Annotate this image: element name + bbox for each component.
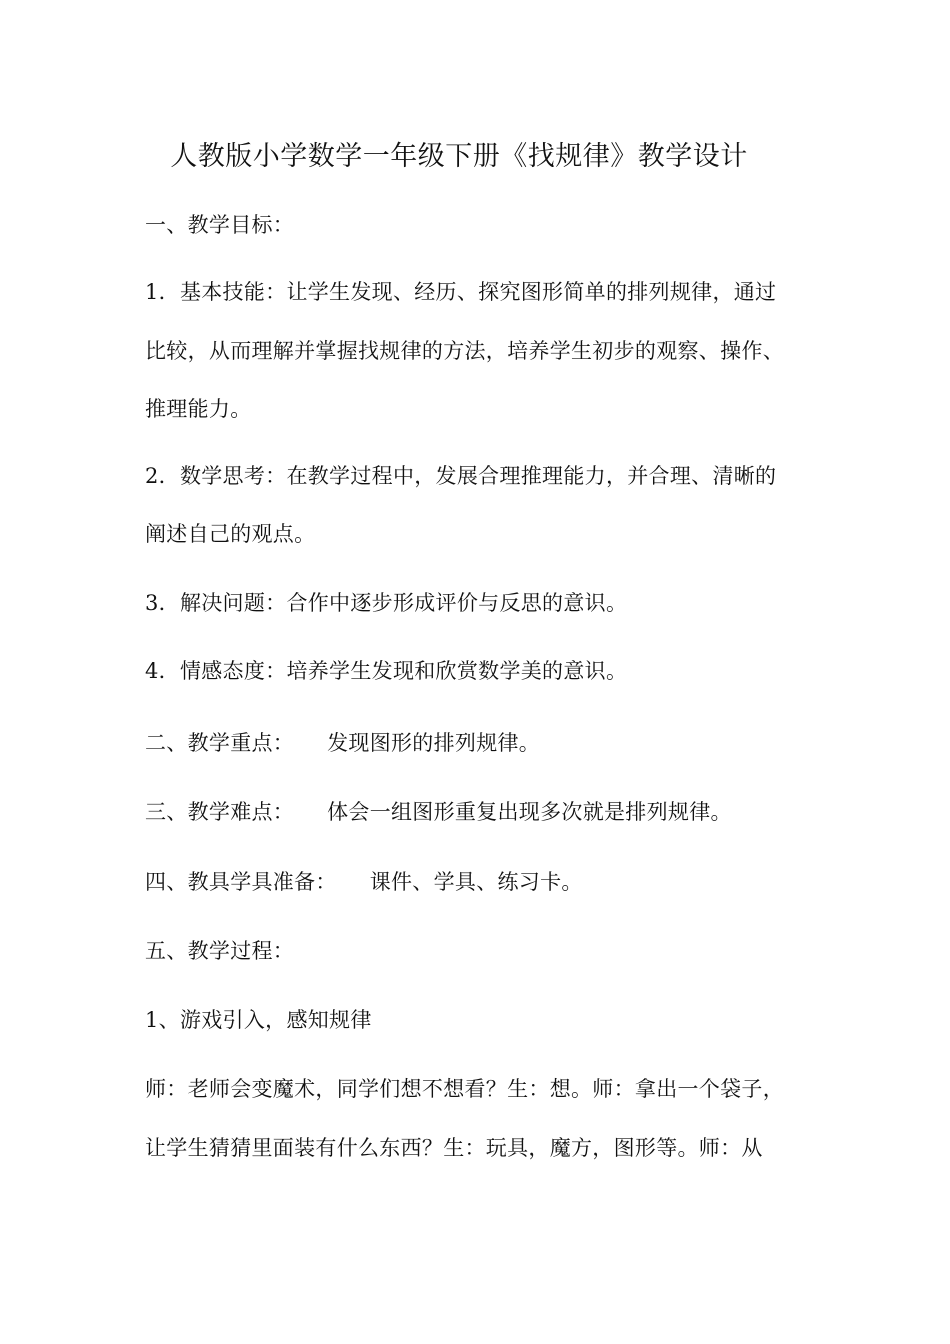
difficulty-text: 体会一组图形重复出现多次就是排列规律。 bbox=[327, 800, 732, 824]
paragraph-line: 2．数学思考：在教学过程中，发展合理推理能力，并合理、清晰的 bbox=[145, 464, 777, 488]
paragraph-line: 推理能力。 bbox=[145, 397, 252, 421]
key-points-text: 发现图形的排列规律。 bbox=[327, 731, 541, 755]
section-heading-tools: 四、教具学具准备： bbox=[145, 870, 337, 894]
tools-text: 课件、学具、练习卡。 bbox=[369, 870, 583, 894]
paragraph-line: 3．解决问题：合作中逐步形成评价与反思的意识。 bbox=[145, 591, 628, 615]
paragraph-line: 比较，从而理解并掌握找规律的方法，培养学生初步的观察、操作、 bbox=[145, 339, 784, 363]
section-difficulty bbox=[145, 797, 732, 827]
section-heading-objectives: 一、教学目标： bbox=[145, 213, 295, 237]
section-heading-process: 五、教学过程： bbox=[145, 939, 295, 963]
subsection-heading: 1、游戏引入，感知规律 bbox=[145, 1008, 372, 1032]
paragraph-line: 4．情感态度：培养学生发现和欣赏数学美的意识。 bbox=[145, 659, 628, 683]
section-heading-key-points: 二、教学重点： bbox=[145, 731, 295, 755]
section-tools bbox=[145, 867, 583, 897]
section-heading-difficulty: 三、教学难点： bbox=[145, 800, 295, 824]
paragraph-line: 让学生猜猜里面装有什么东西？生：玩具，魔方，图形等。师：从 bbox=[145, 1136, 763, 1160]
paragraph-line: 阐述自己的观点。 bbox=[145, 522, 316, 546]
paragraph-line: 1．基本技能：让学生发现、经历、探究图形简单的排列规律，通过 bbox=[145, 280, 777, 304]
document-title: 人教版小学数学一年级下册《找规律》教学设计 bbox=[170, 141, 748, 172]
section-key-points bbox=[145, 728, 540, 758]
paragraph-line: 师：老师会变魔术，同学们想不想看？生：想。师：拿出一个袋子， bbox=[145, 1077, 784, 1101]
